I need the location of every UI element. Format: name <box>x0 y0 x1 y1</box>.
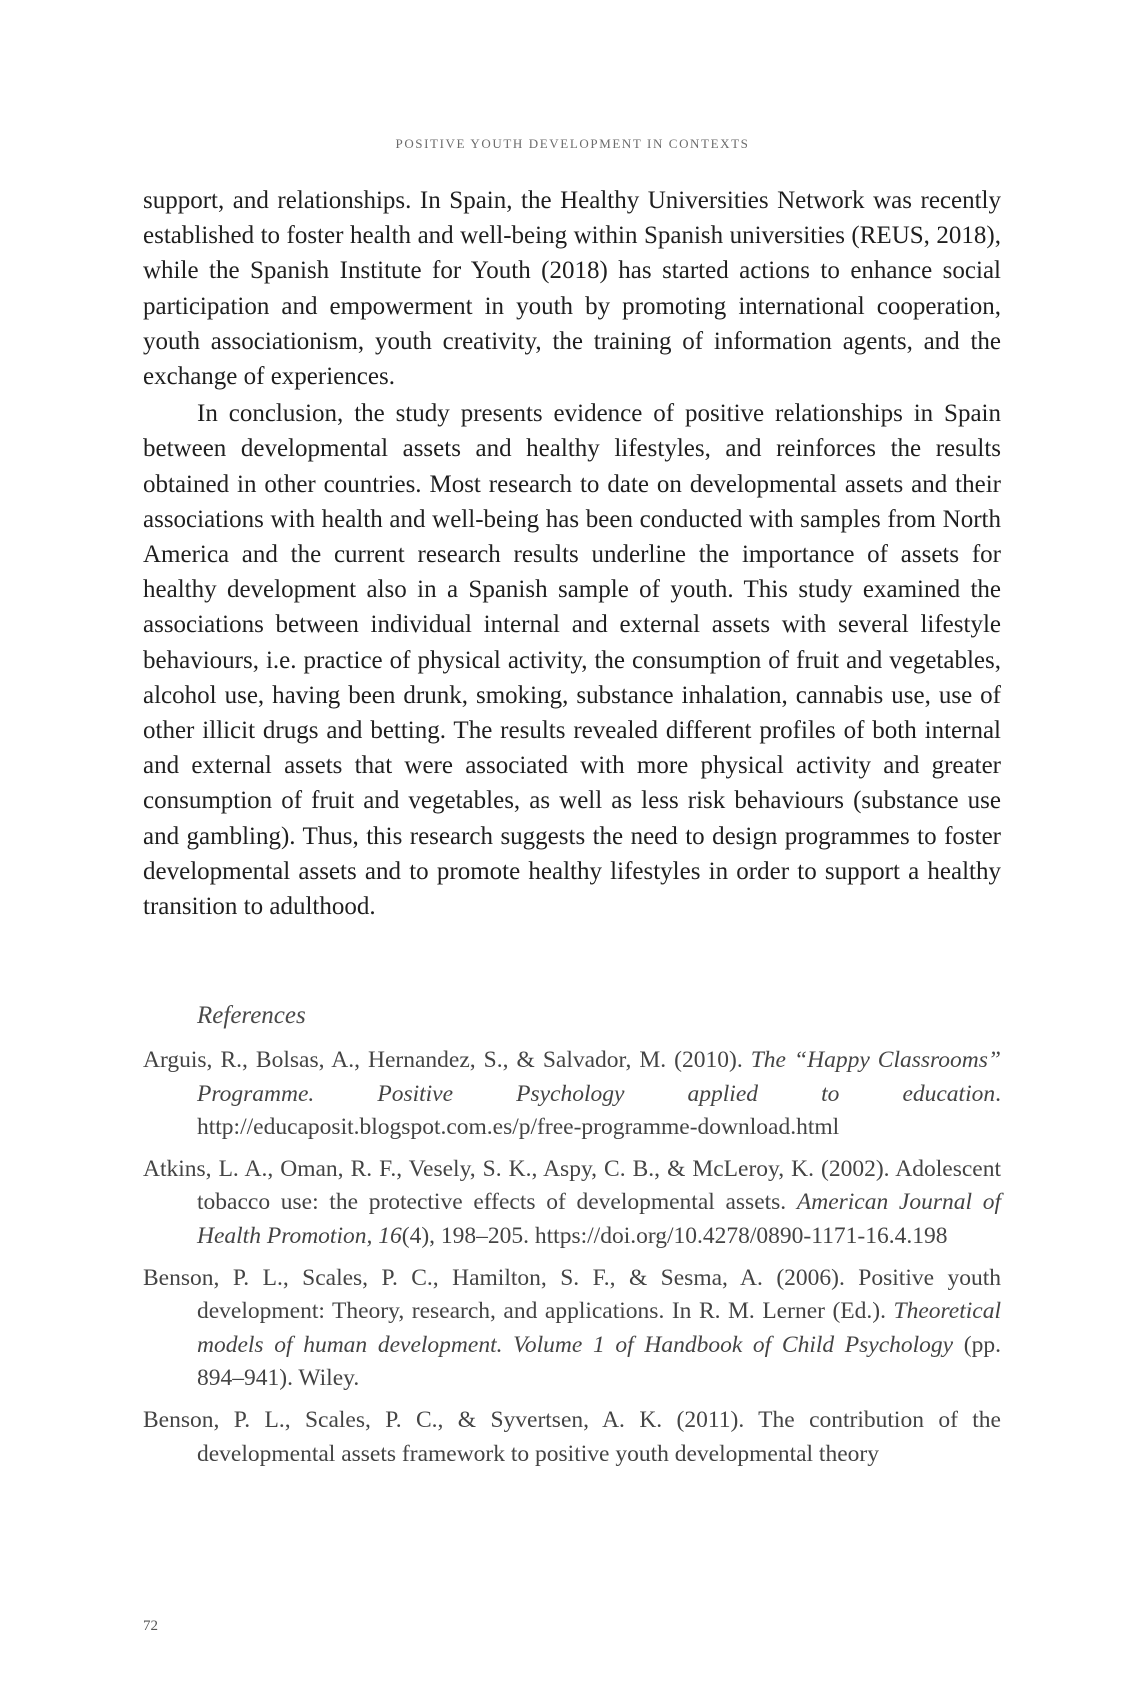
page-number: 72 <box>143 1618 158 1634</box>
reference-text: Atkins, L. A., Oman, R. F., Vesely, S. K., Aspy, C. B., & McLeroy, K. (2002). Adolescent tobacco use: the protective effects of developmental assets. <box>143 1155 1001 1216</box>
reference-title: The “Happy Classrooms” Programme. Positive Psychology applied to education <box>197 1047 1001 1107</box>
reference-source: (4), 198–205. https://doi.org/10.4278/0890-1171-16.4.198 <box>401 1222 948 1249</box>
paragraph-2: In conclusion, the study presents evidence of positive relationships in Spain between developmental assets and healthy lifestyles, and reinforces the results obtained in other countries. Most research to date on developmental assets and their associations with health and well-being has been conducted with samples from North America and the current research results underline the importance of assets for healthy development also in a Spanish sample of youth. This study examined the associations between individual internal and external assets with several lifestyle behaviours, i.e. practice of physical activity, the consumption of fruit and vegetables, alcohol use, having been drunk, smoking, substance inhalation, cannabis use, use of other illicit drugs and betting. The results revealed different profiles of both internal and external assets that were associated with more physical activity and greater consumption of fruit and vegetables, as well as less risk behaviours (substance use and gambling). Thus, this research suggests the need to design programmes to foster developmental assets and to promote healthy lifestyles in order to support a healthy transition to adulthood. <box>143 400 1001 921</box>
references-heading: References <box>197 1002 306 1029</box>
references-list <box>143 1044 1001 1479</box>
reference-text: Benson, P. L., Scales, P. C., Hamilton, S. F., & Sesma, A. (2006). Positive youth development: Theory, research, and applications. In R. M. Lerner (Ed.). <box>143 1264 1001 1325</box>
reference-text: Benson, P. L., Scales, P. C., & Syvertsen, A. K. (2011). The contribution of the developmental assets framework to positive youth developmental theory <box>143 1406 1001 1467</box>
reference-item <box>143 1262 1001 1396</box>
running-header: POSITIVE YOUTH DEVELOPMENT IN CONTEXTS <box>395 136 750 151</box>
paragraph-1: support, and relationships. In Spain, the Healthy Universities Network was recently established to foster health and well-being within Spanish universities (REUS, 2018), while the Spanish Institute for Youth (2018) has started actions to enhance social participation and empowerment in youth by promoting international cooperation, youth associationism, youth creativity, the training of information agents, and the exchange of experiences. <box>143 187 1001 391</box>
reference-source: . http://educaposit.blogspot.com.es/p/free-programme-download.html <box>197 1080 1001 1141</box>
reference-item <box>143 1153 1001 1254</box>
reference-source: (pp. 894–941). Wiley. <box>197 1331 1001 1392</box>
reference-title: American Journal of Health Promotion, 16 <box>197 1189 1001 1249</box>
reference-item <box>143 1404 1001 1471</box>
body-text <box>143 183 1001 926</box>
reference-title: Theoretical models of human development. Volume 1 of Handbook of Child Psychology <box>197 1298 1001 1358</box>
reference-item <box>143 1044 1001 1145</box>
reference-text: Arguis, R., Bolsas, A., Hernandez, S., & Salvador, M. (2010). <box>143 1047 751 1073</box>
